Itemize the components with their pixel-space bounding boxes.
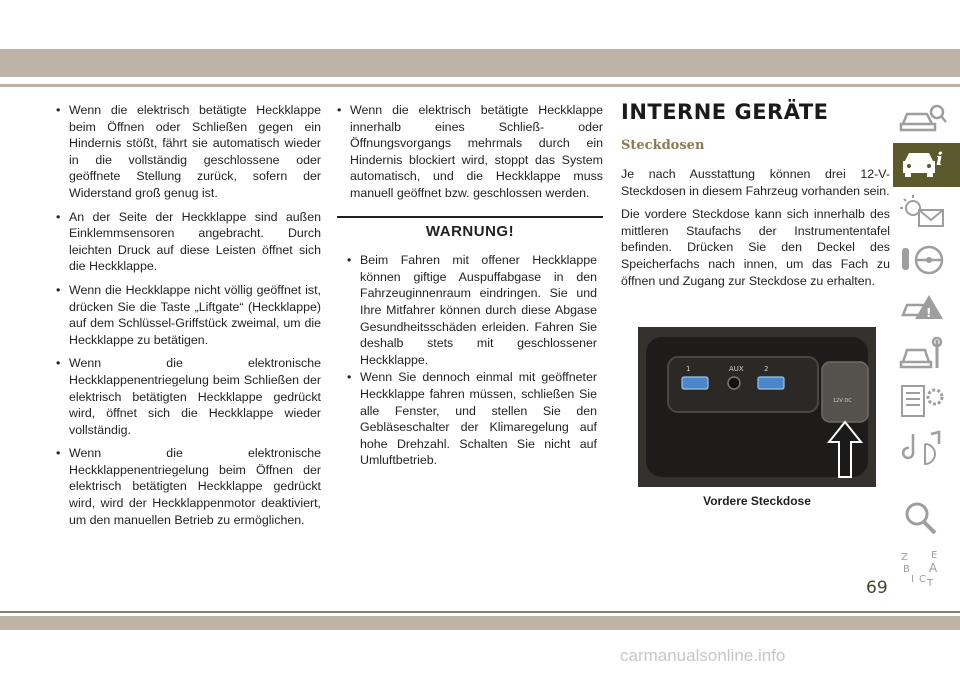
list-item: • Wenn die elektrisch betätigte Heckklappe innerhalb eines Schließ- oder Öffnungsvorgangs mehrmals durch ein Hindernis blockiert wird, stoppt das System automatisch, und die Heckklappe muss manuell geöffnet bzw. geschlossen werden. (337, 103, 603, 200)
tab-car-search[interactable] (893, 96, 960, 140)
header-rule (0, 84, 960, 87)
warning-item: • Beim Fahren mit offener Heckklappe können giftige Auspuffabgase in den Fahrzeuginnenraum eindringen. Sie und Ihre Mitfahrer können durch diese Abgase Gesundheitsschäden erleiden. Fahren Sie deshalb stets mit geschlossener Heckklappe. (347, 253, 597, 367)
svg-text:Z: Z (901, 552, 908, 563)
list-item: • Wenn die Heckklappe nicht völlig geöffnet ist, drücken Sie die Taste „Liftgate“ (Heckklappe) auf dem Schlüssel-Griffstück zweimal, um die Heckklappe zu betätigen. (56, 282, 321, 347)
socket-label: 12V DC (833, 398, 852, 404)
photo-caption: Vordere Steckdose (703, 494, 811, 508)
tab-service-tools[interactable] (893, 332, 960, 376)
warning-box (337, 216, 603, 476)
subsection-heading: Steckdosen (621, 138, 705, 153)
tab-car-info[interactable] (893, 143, 960, 187)
footer-watermark: carmanualsonline.info (620, 646, 786, 665)
tab-index[interactable] (893, 546, 960, 590)
tab-search[interactable] (893, 496, 960, 540)
svg-text:E: E (931, 550, 938, 561)
tab-checklist[interactable] (893, 379, 960, 423)
page-number: 69 (866, 578, 888, 598)
svg-text:C: C (919, 574, 926, 585)
list-item: • An der Seite der Heckklappe sind außen Einklemmsensoren angebracht. Durch leichten Druck auf diese Leisten öffnet sich die Heckklappe. (56, 209, 321, 274)
footer-rule (0, 611, 960, 613)
right-column (621, 100, 891, 296)
magnifier-icon (899, 500, 947, 536)
car-service-tools-icon (899, 336, 947, 372)
alphabet-index-icon (899, 548, 947, 588)
aux-label: AUX (729, 365, 744, 373)
tab-car-warning[interactable] (893, 285, 960, 329)
svg-text:i: i (936, 149, 943, 170)
tab-steering[interactable] (893, 238, 960, 282)
usb1-label: 1 (686, 365, 691, 373)
header-band (0, 49, 960, 77)
multimedia-icon (899, 430, 947, 466)
svg-text:B: B (903, 564, 910, 575)
svg-text:!: ! (926, 306, 932, 320)
car-info-icon (899, 147, 947, 183)
list-item: • Wenn die elektronische Heckklappenentriegelung beim Öffnen der elektrisch betätigten Heckklappe gedrückt wird, wird der Heckklappenmotor deaktiviert, um den manuellen Betrieb zu ermöglichen. (56, 446, 321, 527)
tab-warning-lights[interactable] (893, 190, 960, 234)
list-item: • Wenn die elektronische Heckklappenentriegelung beim Schließen der elektrisch betätigten Heckklappe gedrückt wird, öffnet sich die Heckklappe wieder vollständig. (56, 356, 321, 437)
list-item: • Wenn die elektrisch betätigte Heckklappe beim Öffnen oder Schließen gegen ein Hindernis stößt, fährt sie automatisch wieder in die vollständig geschlossene oder geöffnete Stellung zurück, sofern der Widerstand groß genug ist. (56, 103, 321, 200)
car-warning-icon (899, 289, 947, 325)
paragraph: Die vordere Steckdose kann sich innerhalb des mittleren Staufachs der Instrumententafel befinden. Drücken Sie den Deckel des Speicherfachs nach innen, um das Fach zu öffnen und Zugang zur Steckdose zu erhalten. (621, 207, 890, 288)
middle-column (337, 102, 603, 476)
footer-band (0, 616, 960, 630)
steering-wheel-icon (899, 242, 947, 278)
warning-item: • Wenn Sie dennoch einmal mit geöffneter Heckklappe fahren müssen, schließen Sie alle Fenster, und stellen Sie den Gebläseschalter der Klimaregelung auf hohe Drehzahl. Schalten Sie nicht auf Umluftbetrieb. (347, 370, 597, 468)
tab-multimedia[interactable] (893, 426, 960, 470)
paragraph: Je nach Ausstattung können drei 12-V-Steckdosen in diesem Fahrzeug vorhanden sein. (621, 167, 890, 198)
svg-text:T: T (927, 578, 934, 588)
car-search-icon (899, 100, 947, 136)
warning-lights-message-icon (899, 194, 947, 230)
left-column (56, 102, 321, 535)
checklist-gear-icon (899, 383, 947, 419)
usb2-label: 2 (764, 365, 769, 373)
svg-text:I: I (911, 574, 914, 585)
warning-title: WARNUNG! (425, 222, 515, 240)
power-outlet-photo (638, 327, 876, 487)
svg-text:A: A (929, 561, 938, 575)
section-heading: INTERNE GERÄTE (621, 100, 829, 124)
